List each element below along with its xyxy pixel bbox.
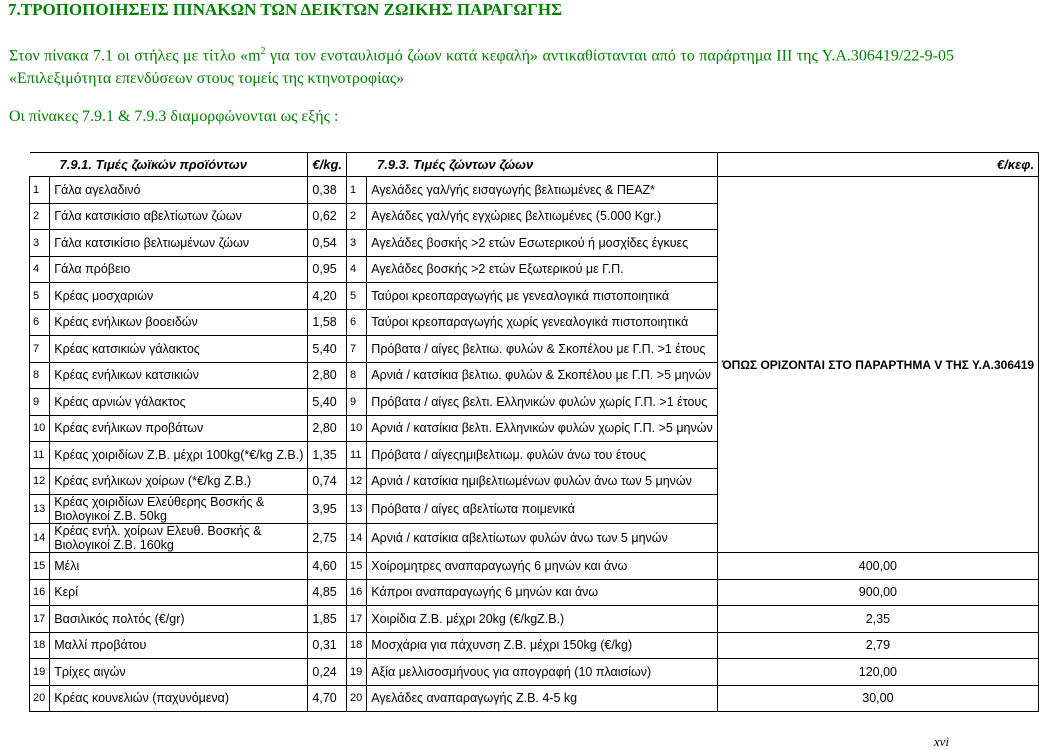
row-number-left: 20 — [30, 685, 50, 712]
row-number-left: 18 — [30, 632, 50, 659]
row-number-right: 11 — [347, 442, 367, 469]
intro-part2: για τον ενσταυλισμό ζώων κατά κεφαλή» αντικαθίστανται από το παράρτημα ΙΙΙ της Υ.Α.306419/22-9-05 «Επιλεξιμότητα επενδύσεων στους τομείς της κτηνοτροφίας» — [9, 47, 954, 88]
row-number-right: 1 — [347, 177, 367, 204]
animal-name: Αγελάδες βοσκής >2 ετών Εξωτερικού με Γ.Π. — [367, 256, 717, 283]
row-number-right: 18 — [347, 632, 367, 659]
row-number-right: 19 — [347, 659, 367, 686]
row-number-left: 10 — [30, 415, 50, 442]
table-header-row — [30, 153, 1039, 177]
row-number-left: 16 — [30, 579, 50, 606]
product-name: Γάλα κατσικίσιο βελτιωμένων ζώων — [50, 230, 308, 257]
animal-price: 2,79 — [717, 632, 1038, 659]
intro-sup: 2 — [260, 46, 266, 57]
product-price: 0,74 — [308, 468, 347, 495]
row-number-left: 3 — [30, 230, 50, 257]
product-name: Κρέας ενήλ. χοίρων Ελευθ. Βοσκής & Βιολογικοί Ζ.Β. 160kg — [50, 524, 308, 553]
animal-name: Αγελάδες γαλ/γής εγχώριες βελτιωμένες (5.000 Kgr.) — [367, 203, 717, 230]
animal-name: Αγελάδες βοσκής >2 ετών Εσωτερικού ή μοσχίδες έγκυες — [367, 230, 717, 257]
product-name: Γάλα κατσικίσιο αβελτίωτων ζώων — [50, 203, 308, 230]
product-name: Βασιλικός πολτός (€/gr) — [50, 606, 308, 633]
row-number-left: 9 — [30, 389, 50, 416]
row-number-right: 2 — [347, 203, 367, 230]
product-price: 4,60 — [308, 553, 347, 580]
product-name: Κρέας μοσχαριών — [50, 283, 308, 310]
product-name: Κρέας κατσικιών γάλακτος — [50, 336, 308, 363]
animal-name: Πρόβατα / αίγες αβελτίωτα ποιμενικά — [367, 495, 717, 524]
row-number-left: 4 — [30, 256, 50, 283]
animal-price: 900,00 — [717, 579, 1038, 606]
product-name: Κρέας ενήλικων χοίρων (*€/kg Ζ.Β.) — [50, 468, 308, 495]
row-number-left: 15 — [30, 553, 50, 580]
product-price: 0,54 — [308, 230, 347, 257]
animal-name: Χοίρομητρες αναπαραγωγής 6 μηνών και άνω — [367, 553, 717, 580]
row-number-right: 12 — [347, 468, 367, 495]
row-number-right: 17 — [347, 606, 367, 633]
row-number-right: 7 — [347, 336, 367, 363]
table-row — [30, 659, 1039, 686]
product-price: 0,31 — [308, 632, 347, 659]
row-number-left: 7 — [30, 336, 50, 363]
product-price: 5,40 — [308, 389, 347, 416]
product-name: Τρίχες αιγών — [50, 659, 308, 686]
animal-price: 30,00 — [717, 685, 1038, 712]
row-number-right: 9 — [347, 389, 367, 416]
row-number-right: 15 — [347, 553, 367, 580]
row-number-right: 8 — [347, 362, 367, 389]
animal-name: Κάπροι αναπαραγωγής 6 μηνών και άνω — [367, 579, 717, 606]
row-number-right: 20 — [347, 685, 367, 712]
animal-price: 400,00 — [717, 553, 1038, 580]
product-price: 4,85 — [308, 579, 347, 606]
animal-name: Αρνιά / κατσίκια ημιβελτιωμένων φυλών άνω των 5 μηνών — [367, 468, 717, 495]
merged-note: ΌΠΩΣ ΟΡΙΖΟΝΤΑΙ ΣΤΟ ΠΑΡΑΡΤΗΜΑ V ΤΗΣ Υ.Α.306419 — [717, 177, 1038, 553]
product-name: Κρέας κουνελιών (παχυνόμενα) — [50, 685, 308, 712]
row-number-right: 14 — [347, 524, 367, 553]
animal-name: Ταύροι κρεοπαραγωγής χωρίς γενεαλογικά πιστοποιητικά — [367, 309, 717, 336]
product-name: Κρέας αρνιών γάλακτος — [50, 389, 308, 416]
product-price: 3,95 — [308, 495, 347, 524]
product-name: Γάλα πρόβειο — [50, 256, 308, 283]
animal-name: Πρόβατα / αίγες βελτι. Ελληνικών φυλών χωρίς Γ.Π. >1 έτους — [367, 389, 717, 416]
product-name: Κρέας ενήλικων κατσικιών — [50, 362, 308, 389]
row-number-right: 4 — [347, 256, 367, 283]
animal-name: Αγελάδες αναπαραγωγής Ζ.Β. 4-5 kg — [367, 685, 717, 712]
table-row — [30, 606, 1039, 633]
table-row — [30, 553, 1039, 580]
intro-formed-line: Οι πίνακες 7.9.1 & 7.9.3 διαμορφώνονται ως εξής : — [9, 108, 339, 125]
table-row — [30, 579, 1039, 606]
product-price: 4,70 — [308, 685, 347, 712]
row-number-right: 3 — [347, 230, 367, 257]
table-row — [30, 685, 1039, 712]
header-left: 7.9.1. Τιμές ζωϊκών προϊόντων — [30, 153, 308, 177]
product-name: Κρέας ενήλικων βοοειδών — [50, 309, 308, 336]
row-number-left: 12 — [30, 468, 50, 495]
row-number-right: 13 — [347, 495, 367, 524]
product-name: Κερί — [50, 579, 308, 606]
row-number-left: 19 — [30, 659, 50, 686]
intro-paragraph — [9, 40, 954, 90]
animal-price: 2,35 — [717, 606, 1038, 633]
header-left-unit: €/kg. — [308, 153, 347, 177]
row-number-left: 6 — [30, 309, 50, 336]
animal-name: Αγελάδες γαλ/γής εισαγωγής βελτιωμένες & ΠΕΑΖ* — [367, 177, 717, 204]
intro-part1: Στον πίνακα 7.1 οι στήλες με τίτλο «m — [9, 47, 261, 65]
product-price: 1,58 — [308, 309, 347, 336]
product-name: Γάλα αγελαδινό — [50, 177, 308, 204]
row-number-right: 6 — [347, 309, 367, 336]
header-right-unit: €/κεφ. — [717, 153, 1038, 177]
product-price: 0,62 — [308, 203, 347, 230]
table-row — [30, 177, 1039, 204]
table-row — [30, 632, 1039, 659]
row-number-right: 5 — [347, 283, 367, 310]
row-number-left: 11 — [30, 442, 50, 469]
row-number-left: 13 — [30, 495, 50, 524]
row-number-left: 8 — [30, 362, 50, 389]
animal-name: Μοσχάρια για πάχυνση Ζ.Β. μέχρι 150kg (€/kg) — [367, 632, 717, 659]
product-price: 0,95 — [308, 256, 347, 283]
product-price: 0,24 — [308, 659, 347, 686]
row-number-right: 16 — [347, 579, 367, 606]
animal-name: Ταύροι κρεοπαραγωγής με γενεαλογικά πιστοποιητικά — [367, 283, 717, 310]
product-price: 2,80 — [308, 362, 347, 389]
animal-name: Αρνιά / κατσίκια βελτιω. φυλών & Σκοπέλου με Γ.Π. >5 μηνών — [367, 362, 717, 389]
product-price: 2,75 — [308, 524, 347, 553]
product-price: 2,80 — [308, 415, 347, 442]
page-title: 7.ΤΡΟΠΟΠΟΙΗΣΕΙΣ ΠΙΝΑΚΩΝ ΤΩΝ ΔΕΙΚΤΩΝ ΖΩΙΚΗΣ ΠΑΡΑΓΩΓΗΣ — [8, 0, 563, 19]
animal-name: Πρόβατα / αίγεςημιβελτιωμ. φυλών άνω του έτους — [367, 442, 717, 469]
row-number-left: 17 — [30, 606, 50, 633]
product-price: 0,38 — [308, 177, 347, 204]
product-name: Μαλλί προβάτου — [50, 632, 308, 659]
animal-name: Πρόβατα / αίγες βελτιω. φυλών & Σκοπέλου με Γ.Π. >1 έτους — [367, 336, 717, 363]
row-number-left: 5 — [30, 283, 50, 310]
animal-name: Αρνιά / κατσίκια βελτι. Ελληνικών φυλών χωρίς Γ.Π. >5 μηνών — [367, 415, 717, 442]
animal-name: Αρνιά / κατσίκια αβελτίωτων φυλών άνω των 5 μηνών — [367, 524, 717, 553]
row-number-right: 10 — [347, 415, 367, 442]
product-price: 1,35 — [308, 442, 347, 469]
row-number-left: 2 — [30, 203, 50, 230]
page-number: xvi — [933, 734, 949, 749]
animal-name: Αξία μελλισοσμήνους για απογραφή (10 πλαισίων) — [367, 659, 717, 686]
header-right: 7.9.3. Τιμές ζώντων ζώων — [347, 153, 718, 177]
row-number-left: 14 — [30, 524, 50, 553]
product-price: 5,40 — [308, 336, 347, 363]
product-name: Μέλι — [50, 553, 308, 580]
prices-table — [29, 152, 1039, 712]
animal-price: 120,00 — [717, 659, 1038, 686]
product-price: 1,85 — [308, 606, 347, 633]
product-name: Κρέας χοιριδίων Ελεύθερης Βοσκής & Βιολογικοί Ζ.Β. 50kg — [50, 495, 308, 524]
product-price: 4,20 — [308, 283, 347, 310]
animal-name: Χοιρίδια Ζ.Β. μέχρι 20kg (€/kgZ.B.) — [367, 606, 717, 633]
row-number-left: 1 — [30, 177, 50, 204]
product-name: Κρέας ενήλικων προβάτων — [50, 415, 308, 442]
product-name: Κρέας χοιριδίων Ζ.Β. μέχρι 100kg(*€/kg Ζ.Β.) — [50, 442, 308, 469]
